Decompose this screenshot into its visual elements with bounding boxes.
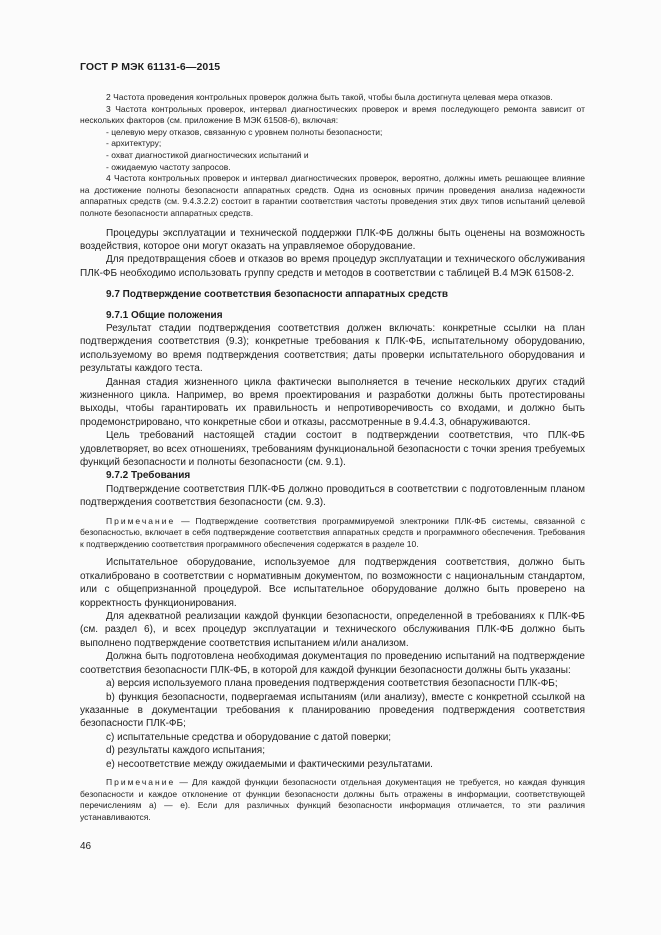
note-2 [80, 777, 585, 823]
note-paragraph-2: 2 Частота проведения контрольных проверок должна быть такой, чтобы была достигнута целевая мера отказов. [106, 92, 553, 102]
paragraph-prevention: Для предотвращения сбоев и отказов во время процедур эксплуатации и технического обслуживания ПЛК-ФБ необходимо использовать группу средств и методов в соответствии с таблицей В.4 МЭК 61508-2. [80, 254, 585, 279]
paragraph-procedures: Процедуры эксплуатации и технической поддержки ПЛК-ФБ должны быть оценены на возможность воздействия, которое они могут оказать на управляемое оборудование. [80, 227, 585, 252]
page-content [80, 92, 585, 823]
section-heading-9-7: 9.7 Подтверждение соответствия безопасности аппаратных средств [106, 289, 449, 301]
note-list-item: - охват диагностикой диагностических испытаний и [106, 149, 309, 160]
section-heading-9-7-1: 9.7.1 Общие положения [106, 309, 223, 321]
section-9-7-2-paragraph: Для адекватной реализации каждой функции безопасности, определенной в требованиях к ПЛК-ФБ (см. раздел 6), и всех процедур эксплуатации и технического обслуживания ПЛК-ФБ должно быть выполнено подтверждение соответствия испытанием и/или анализом. [80, 611, 585, 649]
note-paragraph-3: 3 Частота контрольных проверок, интервал диагностических проверок и время последующего ремонта зависит от нескольких факторов (см. приложение В МЭК 61508-6), включая: [80, 103, 585, 126]
note-label: Примечание [106, 515, 176, 526]
section-9-7-1-paragraph: Цель требований настоящей стадии состоит в подтверждении соответствия, что ПЛК-ФБ удовлетворяет, во всех отношениях, требованиям функциональной безопасности с точки зрения требуемых функций безопасности и полноты безопасности (см. 9.1). [80, 430, 585, 469]
page-number: 46 [80, 841, 92, 852]
document-header: ГОСТ Р МЭК 61131-6—2015 [80, 61, 221, 73]
requirement-item: a) версия используемого плана проведения подтверждения соответствия безопасности ПЛК-ФБ; [106, 678, 558, 690]
note-text: — Для каждой функции безопасности отдельная документация не требуется, но каждая функция безопасности и каждое отклонение от функции безопасности должны быть отражены в информации, соответствующей перечислениям а) — е). Если для различных функций безопасности информация отличается, то эти различия устанавливаются. [80, 776, 585, 822]
section-9-7-2-paragraph: Должна быть подготовлена необходимая документация по проведению испытаний на подтверждение соответствия безопасности ПЛК-ФБ, в которой для каждой функции безопасности должны быть указаны: [80, 651, 585, 676]
note-list-item: - архитектуру; [106, 138, 162, 149]
note-paragraph-4: 4 Частота контрольных проверок и интервал диагностических проверок, вероятно, должны иметь решающее влияние на достижение полноты безопасности аппаратных средств. Одна из основных причин проведения анализа надежности аппаратных средств (см. 9.4.3.2.2) состоит в гарантии соответствия частоты проведения этих двух типов испытаний целевой полноте безопасности аппаратных средств. [80, 173, 585, 218]
section-9-7-2-paragraph: Подтверждение соответствия ПЛК-ФБ должно проводиться в соответствии с подготовленным планом подтверждения соответствия безопасности (см. 9.3). [80, 483, 585, 509]
section-9-7-1-paragraph: Данная стадия жизненного цикла фактически выполняется в течение нескольких других стадий жизненного цикла. Например, во время проектирования и разработки должны быть протестированы выходы, чтобы гарантировать их правильность и непротиворечивость со входами, и должно быть продемонстрировано, что конкретные сбои и отказы, рассмотренные в 9.4.4.3, обнаруживаются. [80, 376, 585, 428]
note-list-item: - целевую меру отказов, связанную с уровнем полноты безопасности; [106, 126, 383, 137]
section-9-7-1-paragraph: Результат стадии подтверждения соответствия должен включать: конкретные ссылки на план подтверждения соответствия (9.3); конкретные требования к ПЛК-ФБ, испытательному оборудованию, используемому во время подтверждения соответствия; даты проверки испытательного оборудования и результаты каждого теста. [80, 322, 585, 375]
section-9-7-2-paragraph: Испытательное оборудование, используемое для подтверждения соответствия, должно быть откалибровано в соответствии с нормативным документом, по возможности с национальным стандартом, или с общепризнанной процедурой. Все испытательное оборудование должно быть проверено на корректность функционирования. [80, 557, 585, 609]
requirement-item: e) несоответствие между ожидаемыми и фактическими результатами. [106, 758, 433, 770]
requirement-item: b) функция безопасности, подвергаемая испытаниям (или анализу), вместе с конкретной ссылкой на указанные в документации требования к планированию проведения подтверждения соответствия безопасности ПЛК-ФБ; [80, 691, 585, 730]
note-label: Примечание [106, 776, 176, 787]
requirement-item: c) испытательные средства и оборудование с датой поверки; [106, 731, 392, 743]
note-text: — Подтверждение соответствия программируемой электроники ПЛК-ФБ системы, связанной с безопасностью, включает в себя подтверждение соответствия аппаратных средств и программного обеспечения. Требования к подтверждению соответствия программного обеспечения содержатся в разделе 10. [80, 515, 585, 549]
note-1 [80, 516, 585, 551]
note-list-item: - ожидаемую частоту запросов. [106, 161, 231, 172]
section-heading-9-7-2: 9.7.2 Требования [106, 470, 191, 482]
requirement-item: d) результаты каждого испытания; [106, 745, 265, 757]
